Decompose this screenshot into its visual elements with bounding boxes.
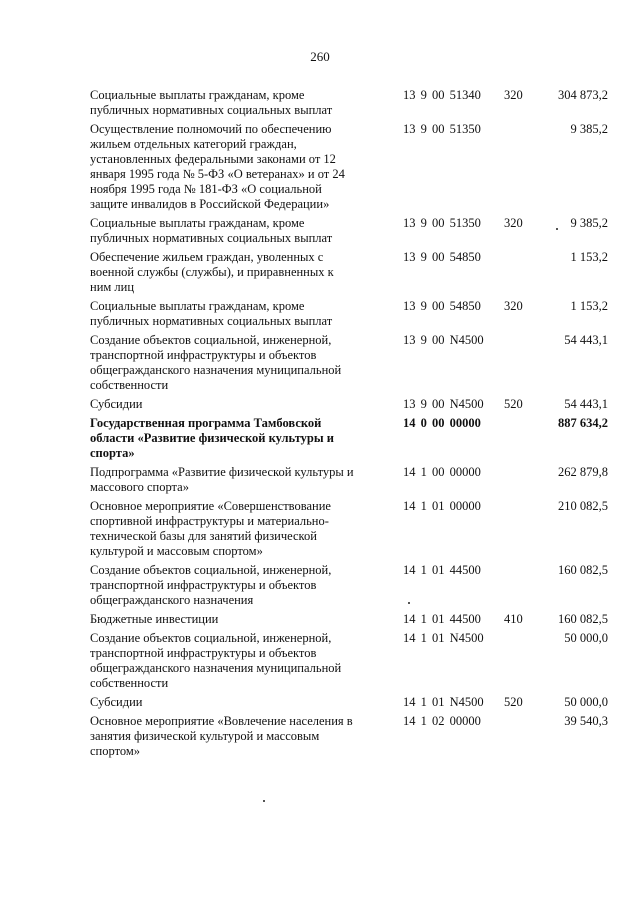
page-number: 260 <box>310 49 330 64</box>
row-name: Субсидии <box>90 397 143 411</box>
row-expense-type: 320 <box>504 216 523 230</box>
row-code: 14 0 00 00000 <box>403 416 481 430</box>
row-amount: 54 443,1 <box>564 333 608 347</box>
row-amount: 9 385,2 <box>570 216 608 230</box>
row-expense-type: 520 <box>504 397 523 411</box>
row-code: 13 9 00 N4500 <box>403 333 484 347</box>
table-row <box>0 499 640 559</box>
row-code: 13 9 00 N4500 <box>403 397 484 411</box>
row-code: 14 1 01 N4500 <box>403 695 484 709</box>
row-amount: 1 153,2 <box>570 250 608 264</box>
row-code: 13 9 00 51340 <box>403 88 481 102</box>
row-code: 14 1 01 00000 <box>403 499 481 513</box>
row-code: 13 9 00 51350 <box>403 122 481 136</box>
row-code: 13 9 00 54850 <box>403 299 481 313</box>
table-row <box>0 397 640 412</box>
row-code: 14 1 01 44500 <box>403 563 481 577</box>
row-name: Основное мероприятие «Совершенствование спортивной инфраструктуры и материально-технической базы для занятий физической культурой и массовым спортом» <box>90 499 331 558</box>
table-row <box>0 216 640 246</box>
row-code: 13 9 00 54850 <box>403 250 481 264</box>
row-amount: 304 873,2 <box>558 88 608 102</box>
row-name: Социальные выплаты гражданам, кроме публичных нормативных социальных выплат <box>90 216 333 245</box>
row-amount: 9 385,2 <box>570 122 608 136</box>
row-name: Создание объектов социальной, инженерной, транспортной инфраструктуры и объектов общегражданского назначения <box>90 563 332 607</box>
row-amount: 160 082,5 <box>558 563 608 577</box>
table-row <box>0 465 640 495</box>
table-row <box>0 299 640 329</box>
row-name: Государственная программа Тамбовской области «Развитие физической культуры и спорта» <box>90 416 334 460</box>
row-amount: 39 540,3 <box>564 714 608 728</box>
row-expense-type: 320 <box>504 88 523 102</box>
row-name: Создание объектов социальной, инженерной, транспортной инфраструктуры и объектов общегражданского назначения муниципальной собственности <box>90 631 342 690</box>
table-row <box>0 631 640 691</box>
scan-speck <box>263 800 265 802</box>
row-name: Основное мероприятие «Вовлечение населения в занятия физической культурой и массовым спортом» <box>90 714 353 758</box>
row-name: Осуществление полномочий по обеспечению жильем отдельных категорий граждан, установленных федеральными законами от 12 января 1995 года № 5-ФЗ «О ветеранах» и от 24 ноября 1995 года № 181-ФЗ «О социальной защите инвалидов в Российской Федерации» <box>90 122 345 211</box>
row-name: Социальные выплаты гражданам, кроме публичных нормативных социальных выплат <box>90 88 333 117</box>
row-amount: 50 000,0 <box>564 695 608 709</box>
row-name: Социальные выплаты гражданам, кроме публичных нормативных социальных выплат <box>90 299 333 328</box>
row-name: Создание объектов социальной, инженерной, транспортной инфраструктуры и объектов общегражданского назначения муниципальной собственности <box>90 333 342 392</box>
row-code: 14 1 01 44500 <box>403 612 481 626</box>
row-code: 14 1 01 N4500 <box>403 631 484 645</box>
table-row <box>0 714 640 759</box>
row-amount: 1 153,2 <box>570 299 608 313</box>
row-name: Бюджетные инвестиции <box>90 612 219 626</box>
row-code: 14 1 00 00000 <box>403 465 481 479</box>
scan-speck <box>556 228 558 230</box>
row-name: Подпрограмма «Развитие физической культуры и массового спорта» <box>90 465 354 494</box>
row-name: Обеспечение жильем граждан, уволенных с военной службы (службы), и приравненных к ним лиц <box>90 250 334 294</box>
row-name: Субсидии <box>90 695 143 709</box>
scan-speck <box>408 602 410 604</box>
row-amount: 160 082,5 <box>558 612 608 626</box>
table-row <box>0 612 640 627</box>
table-row <box>0 333 640 393</box>
row-amount: 887 634,2 <box>558 416 608 430</box>
table-row <box>0 250 640 295</box>
row-expense-type: 320 <box>504 299 523 313</box>
row-amount: 210 082,5 <box>558 499 608 513</box>
row-amount: 50 000,0 <box>564 631 608 645</box>
table-row <box>0 695 640 710</box>
budget-table <box>0 88 640 763</box>
table-row <box>0 563 640 608</box>
table-row <box>0 122 640 212</box>
row-expense-type: 410 <box>504 612 523 626</box>
row-expense-type: 520 <box>504 695 523 709</box>
row-amount: 54 443,1 <box>564 397 608 411</box>
row-amount: 262 879,8 <box>558 465 608 479</box>
table-row <box>0 416 640 461</box>
row-code: 14 1 02 00000 <box>403 714 481 728</box>
row-code: 13 9 00 51350 <box>403 216 481 230</box>
table-row <box>0 88 640 118</box>
